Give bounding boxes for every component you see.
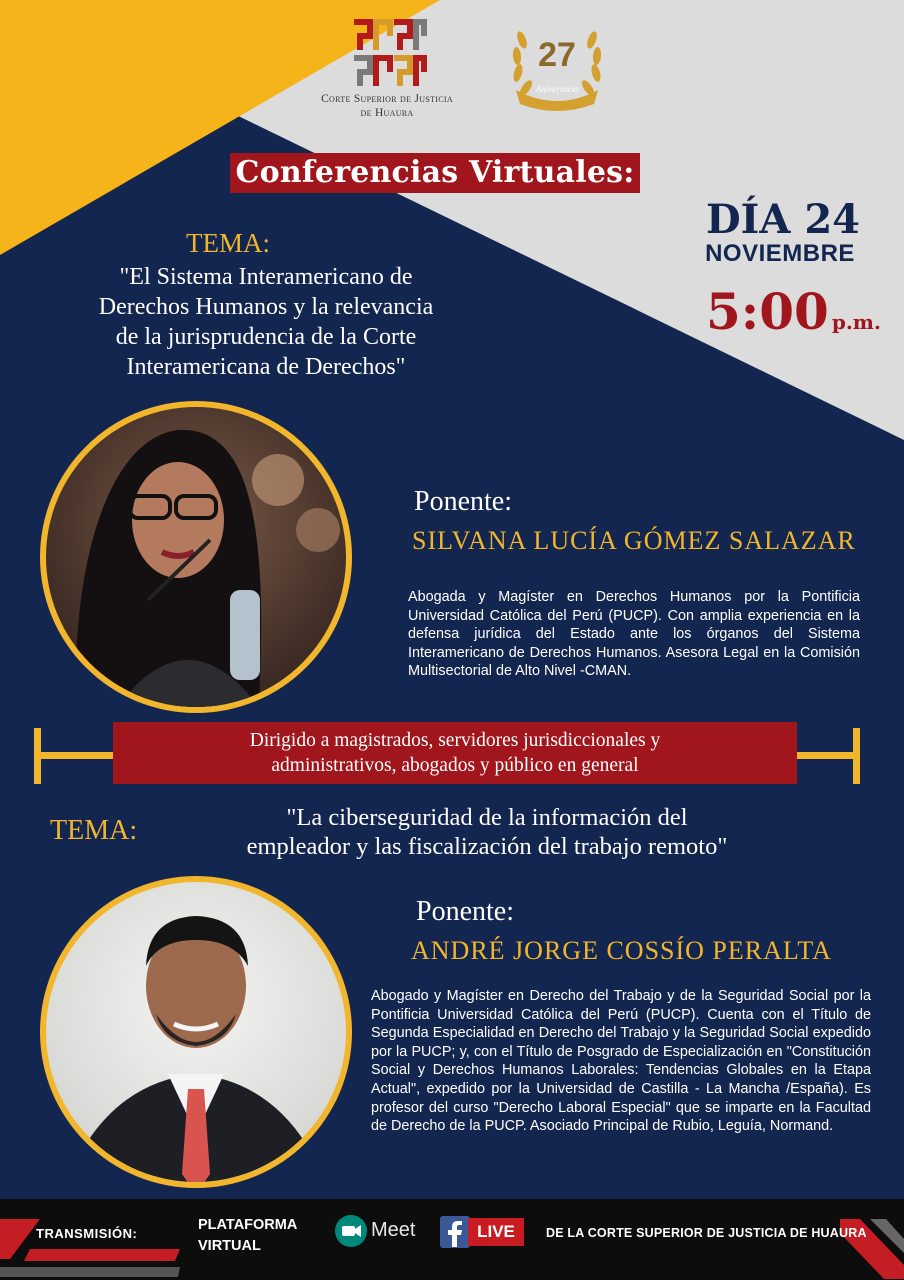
logo-text-line1: Corte Superior de Justicia bbox=[321, 93, 453, 105]
event-day: DÍA 24 bbox=[705, 196, 861, 243]
footer-platform-line1: PLATAFORMA bbox=[198, 1217, 298, 1233]
talk1-topic-line: Interamericana de Derechos" bbox=[126, 354, 406, 380]
talk2-topic bbox=[190, 803, 784, 861]
event-time-suffix: p.m. bbox=[831, 310, 881, 334]
talk1-topic bbox=[50, 262, 482, 382]
audience-line2: administrativos, abogados y público en general bbox=[271, 755, 639, 776]
talk2-topic-line: "La ciberseguridad de la información del bbox=[286, 804, 688, 831]
talk1-ponente-label: Ponente: bbox=[414, 486, 512, 517]
anniversary-number: 27 bbox=[538, 36, 576, 74]
anniversary-label: Aniversario bbox=[535, 84, 579, 94]
audience-banner bbox=[113, 722, 797, 784]
court-logo-icon bbox=[350, 18, 428, 90]
logo-text-line2: de Huaura bbox=[360, 107, 414, 119]
footer-transmision: TRANSMISIÓN: bbox=[36, 1226, 138, 1241]
talk1-speaker-name: SILVANA LUCÍA GÓMEZ SALAZAR bbox=[412, 526, 856, 555]
page-title: Conferencias Virtuales: bbox=[230, 153, 640, 193]
talk2-topic-line: empleador y las fiscalización del trabajo remoto" bbox=[246, 833, 728, 860]
footer-meet-label: Meet bbox=[371, 1219, 416, 1241]
talk1-speaker-bio: Abogada y Magíster en Derechos Humanos por la Pontificia Universidad Católica del Perú (PUCP). Con amplia experiencia en la defensa jurídica del Estado ante los órganos del Sistema Interamericano de Derechos Humanos. Asesora Legal en la Comisión Multisectorial de Alto Nivel -CMAN. bbox=[408, 589, 860, 680]
talk1-topic-line: "El Sistema Interamericano de bbox=[119, 264, 413, 290]
banner-bar-right bbox=[790, 728, 868, 784]
talk1-tema-label: TEMA: bbox=[186, 228, 270, 258]
talk1-topic-line: de la jurisprudencia de la Corte bbox=[115, 324, 417, 350]
audience-line1: Dirigido a magistrados, servidores jurisdiccionales y bbox=[249, 730, 661, 751]
talk2-speaker-bio: Abogado y Magíster en Derecho del Trabajo y de la Seguridad Social por la Pontificia Universidad Católica del Perú (PUCP). Cuenta con el Título de Segunda Especialidad en Derecho del Trabajo y la Seguridad Social expedido por la PUCP; y, con el Título de Posgrado de Especialización en "Constitución Social y Derechos Humanos Laborales: Tendencias Globales en la Etapa Actual", expedido por la Universidad de Castilla - La Mancha /España). Es profesor del curso "Derecho Laboral Especial" que se imparte en la Facultad de Derecho de la PUCP. Asociado Principal de Rubio, Leguía, Normand. bbox=[371, 988, 871, 1135]
talk2-tema-label: TEMA: bbox=[50, 815, 138, 846]
footer-court-name: DE LA CORTE SUPERIOR DE JUSTICIA DE HUAURA bbox=[546, 1226, 867, 1240]
event-time bbox=[706, 282, 881, 341]
google-meet-icon bbox=[334, 1214, 368, 1248]
banner-bar-left bbox=[30, 728, 120, 784]
footer-platform bbox=[198, 1215, 297, 1257]
talk2-speaker-name: ANDRÉ JORGE COSSÍO PERALTA bbox=[411, 936, 832, 965]
event-time-value: 5:00 bbox=[706, 282, 829, 341]
talk1-topic-line: Derechos Humanos y la relevancia bbox=[98, 294, 434, 320]
speaker2-photo bbox=[38, 874, 358, 1194]
speaker1-photo bbox=[38, 400, 358, 714]
footer-live-badge: LIVE bbox=[468, 1218, 524, 1246]
court-logo-text bbox=[296, 92, 478, 120]
footer-platform-line2: VIRTUAL bbox=[198, 1238, 261, 1254]
event-month: NOVIEMBRE bbox=[705, 240, 855, 267]
talk2-ponente-label: Ponente: bbox=[416, 896, 514, 927]
facebook-icon bbox=[440, 1216, 470, 1248]
